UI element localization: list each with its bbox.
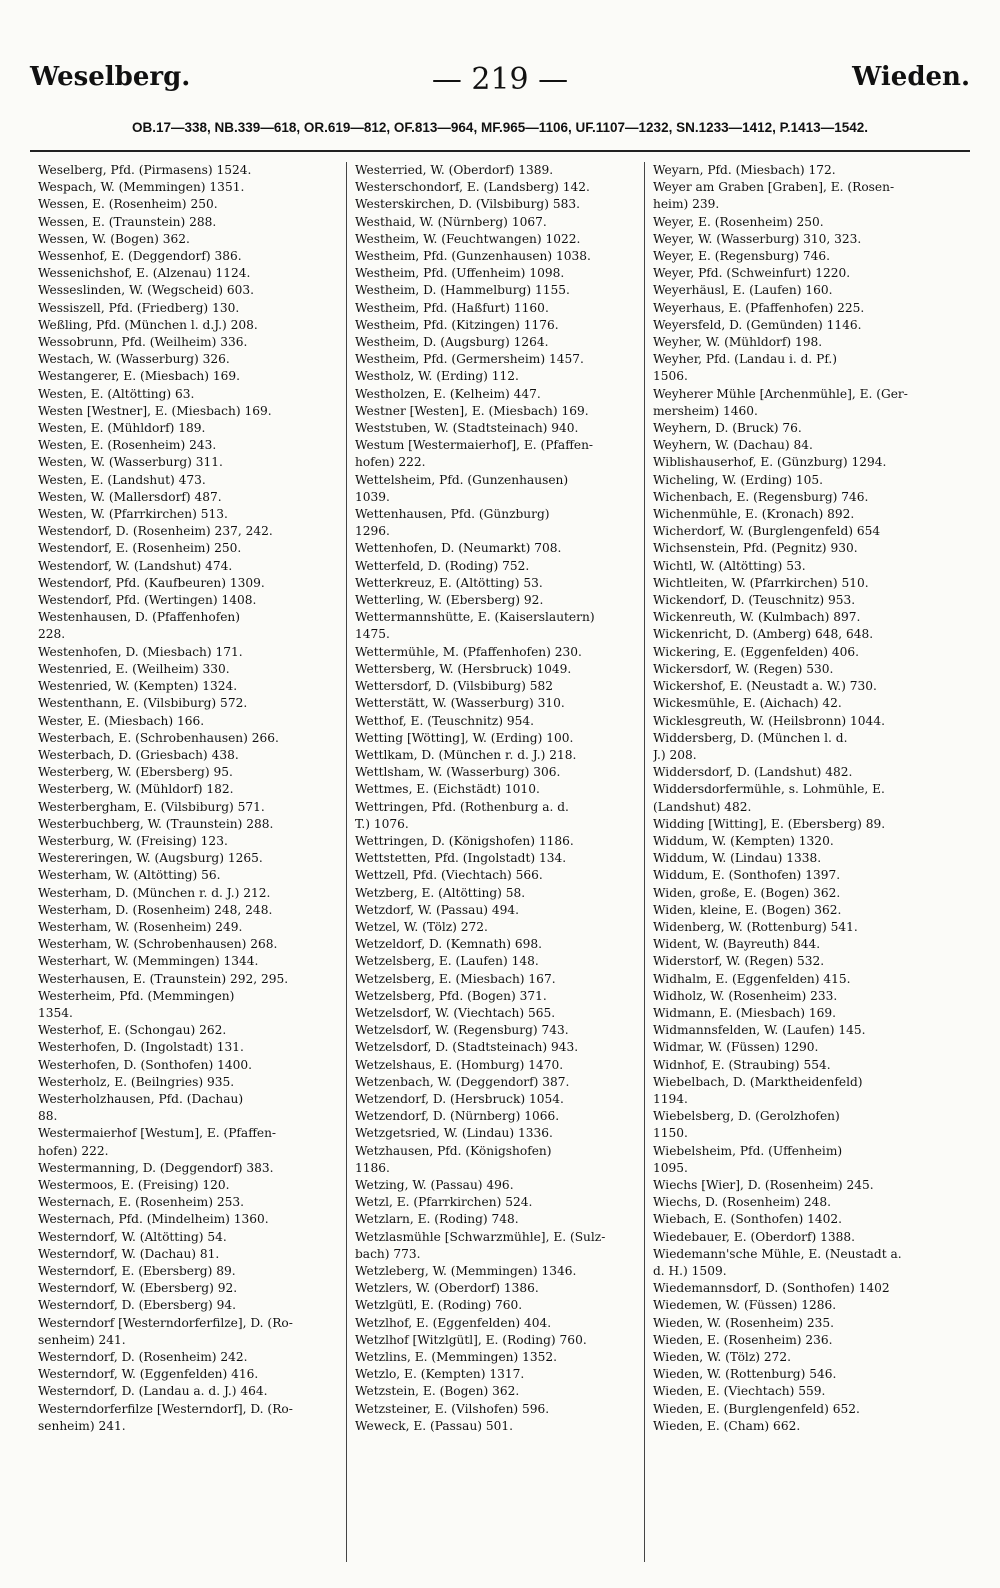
gazetteer-entry: Wettringen, D. (Königshofen) 1186.: [355, 833, 574, 848]
gazetteer-entry: Westerndorf, W. (Dachau) 81.: [38, 1246, 220, 1261]
gazetteer-entry: hofen) 222.: [355, 455, 426, 470]
gazetteer-entry: Widdum, E. (Sonthofen) 1397.: [653, 868, 841, 883]
gazetteer-entry: Wettersdorf, D. (Vilsbiburg) 582: [355, 679, 553, 694]
gazetteer-entry: Westerndorf, W. (Eggenfelden) 416.: [38, 1367, 259, 1382]
gazetteer-entry: Wespach, W. (Memmingen) 1351.: [38, 180, 245, 195]
gazetteer-entry: Weyhern, W. (Dachau) 84.: [653, 438, 813, 453]
gazetteer-entry: Weyher, Pfd. (Landau i. d. Pf.): [653, 352, 838, 367]
gazetteer-entry: Wieden, E. (Cham) 662.: [653, 1418, 801, 1433]
gazetteer-entry: Wetzelsdorf, W. (Regensburg) 743.: [355, 1023, 569, 1038]
district-index-line: OB.17—338, NB.339—618, OR.619—812, OF.813—964, MF.965—1106, UF.1107—1232, SN.1233—1412, P.1413—1542.: [132, 120, 868, 135]
gazetteer-entry: Westerholzhausen, Pfd. (Dachau): [38, 1091, 244, 1106]
gazetteer-entry: Wetzel, W. (Tölz) 272.: [355, 919, 488, 934]
gazetteer-entry: Wichtleiten, W. (Pfarrkirchen) 510.: [653, 575, 869, 590]
gazetteer-entry: Wichsenstein, Pfd. (Pegnitz) 930.: [653, 541, 858, 556]
gazetteer-entry: Westerham, D. (München r. d. J.) 212.: [38, 885, 271, 900]
gazetteer-entry: J.) 208.: [653, 747, 697, 762]
gazetteer-entry: 1506.: [653, 369, 688, 384]
gazetteer-entry: Wessen, E. (Rosenheim) 250.: [38, 197, 218, 212]
gazetteer-entry: Wetzelsdorf, D. (Stadtsteinach) 943.: [355, 1040, 579, 1055]
gazetteer-entry: Wieden, E. (Burglengenfeld) 652.: [653, 1401, 860, 1416]
gazetteer-entry: Wieden, E. (Viechtach) 559.: [653, 1384, 826, 1399]
gazetteer-entry: Wetzendorf, D. (Hersbruck) 1054.: [355, 1091, 564, 1106]
gazetteer-entry: Wettmes, E. (Eichstädt) 1010.: [355, 782, 540, 797]
gazetteer-entry: Westerhausen, E. (Traunstein) 292, 295.: [38, 971, 289, 986]
gazetteer-entry: Wetzberg, E. (Altötting) 58.: [355, 885, 526, 900]
gazetteer-entry: Westerberg, W. (Ebersberg) 95.: [38, 765, 233, 780]
gazetteer-entry: Wetzgetsried, W. (Lindau) 1336.: [355, 1126, 553, 1141]
gazetteer-entry: Wettenhofen, D. (Neumarkt) 708.: [355, 541, 562, 556]
gazetteer-entry: Wester, E. (Miesbach) 166.: [38, 713, 205, 728]
gazetteer-entry: Wiebelsberg, D. (Gerolzhofen): [653, 1109, 840, 1124]
gazetteer-entry: Westerndorf, D. (Rosenheim) 242.: [38, 1350, 248, 1365]
gazetteer-entry: Wetzleberg, W. (Memmingen) 1346.: [355, 1264, 577, 1278]
gazetteer-entry: Westheim, Pfd. (Kitzingen) 1176.: [355, 317, 559, 332]
gazetteer-entry: Westerbuchberg, W. (Traunstein) 288.: [38, 816, 274, 831]
header-rule: [30, 150, 970, 152]
gazetteer-entry: Westheim, W. (Feuchtwangen) 1022.: [355, 231, 581, 246]
gazetteer-entry: Westerheim, Pfd. (Memmingen): [38, 988, 235, 1003]
gazetteer-entry: Wetzdorf, W. (Passau) 494.: [355, 902, 520, 917]
gazetteer-entry: Westerndorf, W. (Ebersberg) 92.: [38, 1281, 238, 1296]
gazetteer-entry: Wettelsheim, Pfd. (Gunzenhausen): [355, 472, 569, 487]
gazetteer-entry: Wieden, W. (Rottenburg) 546.: [653, 1367, 837, 1382]
gazetteer-entry: Wickershof, E. (Neustadt a. W.) 730.: [653, 679, 877, 694]
gazetteer-entry: Wiedebauer, E. (Oberdorf) 1388.: [653, 1229, 856, 1244]
gazetteer-entry: Wicherdorf, W. (Burglengenfeld) 654: [653, 524, 881, 539]
gazetteer-entry: Widdersdorfermühle, s. Lohmühle, E.: [653, 782, 885, 797]
gazetteer-entry: Widdersberg, D. (München l. d.: [653, 730, 848, 745]
gazetteer-entry: Westner [Westen], E. (Miesbach) 169.: [355, 403, 589, 418]
gazetteer-entry: Westheim, D. (Augsburg) 1264.: [355, 335, 549, 350]
running-head-left: Weselberg.: [30, 62, 191, 92]
gazetteer-entry: Wiebelsheim, Pfd. (Uffenheim): [653, 1143, 843, 1158]
gazetteer-entry: Wieden, W. (Rosenheim) 235.: [653, 1315, 835, 1330]
gazetteer-entry: Wetzelsberg, E. (Laufen) 148.: [355, 954, 539, 969]
gazetteer-entry: Westen, E. (Mühldorf) 189.: [38, 421, 206, 436]
gazetteer-entry: Wickendorf, D. (Teuschnitz) 953.: [653, 593, 856, 608]
column-3: [644, 162, 960, 1562]
gazetteer-entry: Westheim, Pfd. (Gunzenhausen) 1038.: [355, 249, 591, 264]
gazetteer-entry: Westerholz, E. (Beilngries) 935.: [38, 1074, 235, 1089]
gazetteer-entry: Wessenhof, E. (Deggendorf) 386.: [38, 249, 242, 264]
gazetteer-entry: Wiedemannsdorf, D. (Sonthofen) 1402: [653, 1281, 890, 1296]
gazetteer-entry: 88.: [38, 1109, 58, 1124]
gazetteer-entry: Wetterling, W. (Ebersberg) 92.: [355, 593, 544, 608]
gazetteer-entry: Westenhausen, D. (Pfaffenhofen): [38, 610, 241, 625]
gazetteer-entry: 1039.: [355, 489, 390, 504]
gazetteer-entry: Westermaierhof [Westum], E. (Pfaffen-: [38, 1126, 277, 1141]
gazetteer-entry: Westerbach, D. (Griesbach) 438.: [38, 747, 239, 762]
gazetteer-entry: 1194.: [653, 1091, 688, 1106]
gazetteer-entry: Westerndorferfilze [Westerndorf], D. (Ro-: [38, 1401, 293, 1416]
gazetteer-entry: Westerndorf, W. (Altötting) 54.: [38, 1229, 227, 1244]
gazetteer-entry: Wetzstein, E. (Bogen) 362.: [355, 1384, 520, 1399]
gazetteer-entry: d. H.) 1509.: [653, 1264, 727, 1278]
gazetteer-entry: heim) 239.: [653, 197, 720, 212]
gazetteer-entry: Westen, W. (Wasserburg) 311.: [38, 455, 223, 470]
gazetteer-entry: Westerskirchen, D. (Vilsbiburg) 583.: [355, 197, 581, 212]
gazetteer-entry: Westerhof, E. (Schongau) 262.: [38, 1023, 227, 1038]
gazetteer-entry: Westernach, E. (Rosenheim) 253.: [38, 1195, 244, 1210]
gazetteer-entry: Widerstorf, W. (Regen) 532.: [653, 954, 825, 969]
gazetteer-entry: Westereringen, W. (Augsburg) 1265.: [38, 851, 263, 866]
gazetteer-entry: Widen, kleine, E. (Bogen) 362.: [653, 902, 842, 917]
gazetteer-entry: Widdum, W. (Lindau) 1338.: [653, 851, 822, 866]
gazetteer-entry: Wickenricht, D. (Amberg) 648, 648.: [653, 627, 874, 642]
gazetteer-entry: 1095.: [653, 1160, 688, 1175]
gazetteer-entry: Westheim, D. (Hammelburg) 1155.: [355, 283, 570, 298]
gazetteer-entry: Wettlsham, W. (Wasserburg) 306.: [355, 765, 561, 780]
gazetteer-entry: Westerham, W. (Altötting) 56.: [38, 868, 221, 883]
gazetteer-entry: Westen [Westner], E. (Miesbach) 169.: [38, 403, 272, 418]
gazetteer-entry: Wessen, E. (Traunstein) 288.: [38, 214, 217, 229]
gazetteer-entry: Westenried, E. (Weilheim) 330.: [38, 661, 230, 676]
gazetteer-entry: Wetzlins, E. (Memmingen) 1352.: [355, 1350, 558, 1365]
gazetteer-entry: Wiechs, D. (Rosenheim) 248.: [653, 1195, 832, 1210]
gazetteer-entry: 1354.: [38, 1005, 73, 1020]
gazetteer-entry: Westerndorf [Westerndorferfilze], D. (Ro-: [38, 1315, 293, 1330]
gazetteer-entry: Westen, W. (Mallersdorf) 487.: [38, 489, 222, 504]
gazetteer-entry: hofen) 222.: [38, 1143, 109, 1158]
gazetteer-entry: Wetzing, W. (Passau) 496.: [355, 1177, 514, 1192]
gazetteer-entry: Widding [Witting], E. (Ebersberg) 89.: [653, 816, 886, 831]
gazetteer-entry: Wettersberg, W. (Hersbruck) 1049.: [355, 661, 572, 676]
gazetteer-entry: Weyer, W. (Wasserburg) 310, 323.: [653, 231, 862, 246]
gazetteer-entry: Wetzsteiner, E. (Vilshofen) 596.: [355, 1401, 550, 1416]
gazetteer-entry: 1150.: [653, 1126, 688, 1141]
gazetteer-entry: Westenried, W. (Kempten) 1324.: [38, 679, 238, 694]
gazetteer-entry: Wetzenbach, W. (Deggendorf) 387.: [355, 1074, 570, 1089]
gazetteer-entry: Westendorf, E. (Rosenheim) 250.: [38, 541, 242, 556]
page-header: [30, 62, 970, 108]
gazetteer-entry: Westach, W. (Wasserburg) 326.: [38, 352, 230, 367]
gazetteer-entry: Westermoos, E. (Freising) 120.: [38, 1177, 230, 1192]
gazetteer-entry: T.) 1076.: [355, 816, 409, 831]
gazetteer-entry: Westerried, W. (Oberdorf) 1389.: [355, 163, 554, 177]
gazetteer-entry: Westangerer, E. (Miesbach) 169.: [38, 369, 241, 384]
gazetteer-entry: Widmann, E. (Miesbach) 169.: [653, 1005, 837, 1020]
gazetteer-entry: Westerndorf, D. (Landau a. d. J.) 464.: [38, 1384, 268, 1399]
gazetteer-entry: Wetzlers, W. (Oberdorf) 1386.: [355, 1281, 539, 1296]
gazetteer-entry: Wettlkam, D. (München r. d. J.) 218.: [355, 747, 577, 762]
gazetteer-entry: Westerbach, E. (Schrobenhausen) 266.: [38, 730, 279, 745]
gazetteer-entry: Westen, W. (Pfarrkirchen) 513.: [38, 507, 228, 522]
gazetteer-entry: Westendorf, D. (Rosenheim) 237, 242.: [38, 524, 273, 539]
gazetteer-entry: Weyer, E. (Regensburg) 746.: [653, 249, 831, 264]
gazetteer-entry: Wessiszell, Pfd. (Friedberg) 130.: [38, 300, 240, 315]
gazetteer-entry: Westum [Westermaierhof], E. (Pfaffen-: [355, 438, 594, 453]
gazetteer-entry: Westerham, W. (Schrobenhausen) 268.: [38, 937, 278, 952]
gazetteer-entry: Weyer am Graben [Graben], E. (Rosen-: [653, 180, 895, 195]
gazetteer-entry: Widmar, W. (Füssen) 1290.: [653, 1040, 819, 1055]
gazetteer-entry: Westerhofen, D. (Sonthofen) 1400.: [38, 1057, 252, 1072]
gazetteer-entry: Wetzeldorf, D. (Kemnath) 698.: [355, 937, 542, 952]
gazetteer-entry: Weststuben, W. (Stadtsteinach) 940.: [355, 421, 579, 436]
gazetteer-entry: Wieden, W. (Tölz) 272.: [653, 1350, 792, 1365]
gazetteer-entry: Westerburg, W. (Freising) 123.: [38, 833, 228, 848]
gazetteer-entry: Widhalm, E. (Eggenfelden) 415.: [653, 971, 851, 986]
gazetteer-entry: Wesseslinden, W. (Wegscheid) 603.: [38, 283, 255, 298]
gazetteer-entry: Wetzlo, E. (Kempten) 1317.: [355, 1367, 525, 1382]
gazetteer-entry: Westerham, W. (Rosenheim) 249.: [38, 919, 243, 934]
gazetteer-entry: Wettermannshütte, E. (Kaiserslautern): [355, 610, 595, 625]
gazetteer-entry: Westendorf, Pfd. (Kaufbeuren) 1309.: [38, 575, 265, 590]
gazetteer-entry: Westen, E. (Altötting) 63.: [38, 386, 195, 401]
gazetteer-entry: Wetzlhof, E. (Eggenfelden) 404.: [355, 1315, 552, 1330]
gazetteer-entry: Wessenichshof, E. (Alzenau) 1124.: [38, 266, 251, 281]
gazetteer-entry: 1475.: [355, 627, 390, 642]
gazetteer-entry: 1296.: [355, 524, 390, 539]
gazetteer-entry: Westernach, Pfd. (Mindelheim) 1360.: [38, 1212, 269, 1227]
gazetteer-entry: Wessen, W. (Bogen) 362.: [38, 231, 190, 246]
gazetteer-entry: Wettringen, Pfd. (Rothenburg a. d.: [355, 799, 569, 814]
gazetteer-entry: Wetting [Wötting], W. (Erding) 100.: [355, 730, 574, 745]
gazetteer-entry: Wetterstätt, W. (Wasserburg) 310.: [355, 696, 565, 711]
gazetteer-entry: Westheim, Pfd. (Germersheim) 1457.: [355, 352, 584, 367]
gazetteer-entry: Westheim, Pfd. (Uffenheim) 1098.: [355, 266, 565, 281]
gazetteer-entry: 228.: [38, 627, 66, 642]
gazetteer-entry: Westholzen, E. (Kelheim) 447.: [355, 386, 541, 401]
gazetteer-entry: Widdum, W. (Kempten) 1320.: [653, 833, 834, 848]
gazetteer-entry: Wetzlhof [Witzlgütl], E. (Roding) 760.: [355, 1332, 587, 1347]
gazetteer-entry: Weyher, W. (Mühldorf) 198.: [653, 335, 823, 350]
running-head-right: Wieden.: [852, 62, 970, 92]
gazetteer-entry: Wicklesgreuth, W. (Heilsbronn) 1044.: [653, 713, 885, 728]
gazetteer-entry: Weyherer Mühle [Archenmühle], E. (Ger-: [653, 386, 908, 401]
gazetteer-columns: [38, 162, 960, 1562]
gazetteer-entry: Widholz, W. (Rosenheim) 233.: [653, 988, 838, 1003]
gazetteer-entry: Wieden, E. (Rosenheim) 236.: [653, 1332, 833, 1347]
gazetteer-entry: Westerberg, W. (Mühldorf) 182.: [38, 782, 234, 797]
gazetteer-entry: Westenthann, E. (Vilsbiburg) 572.: [38, 696, 248, 711]
gazetteer-entry: Wiedemen, W. (Füssen) 1286.: [653, 1298, 837, 1313]
gazetteer-entry: Wetterfeld, D. (Roding) 752.: [355, 558, 530, 573]
gazetteer-entry: senheim) 241.: [38, 1332, 126, 1347]
gazetteer-entry: Widmannsfelden, W. (Laufen) 145.: [653, 1023, 866, 1038]
gazetteer-entry: Wetzlarn, E. (Roding) 748.: [355, 1212, 519, 1227]
column-2: [346, 162, 642, 1562]
gazetteer-entry: Wettenhausen, Pfd. (Günzburg): [355, 507, 550, 522]
gazetteer-entry: Wetterkreuz, E. (Altötting) 53.: [355, 575, 543, 590]
gazetteer-entry: Wetzelsberg, Pfd. (Bogen) 371.: [355, 988, 547, 1003]
gazetteer-entry: Weyerhaus, E. (Pfaffenhofen) 225.: [653, 300, 865, 315]
gazetteer-entry: Wiedemann'sche Mühle, E. (Neustadt a.: [653, 1246, 902, 1261]
gazetteer-entry: Wetzlgütl, E. (Roding) 760.: [355, 1298, 523, 1313]
gazetteer-entry: Wickering, E. (Eggenfelden) 406.: [653, 644, 859, 659]
gazetteer-entry: Widenberg, W. (Rottenburg) 541.: [653, 919, 858, 934]
gazetteer-entry: Weyersfeld, D. (Gemünden) 1146.: [653, 317, 862, 332]
gazetteer-entry: Wichtl, W. (Altötting) 53.: [653, 558, 806, 573]
gazetteer-entry: Wichenmühle, E. (Kronach) 892.: [653, 507, 855, 522]
gazetteer-entry: bach) 773.: [355, 1246, 421, 1261]
gazetteer-entry: Wiebelbach, D. (Marktheidenfeld): [653, 1074, 863, 1089]
gazetteer-entry: Westerndorf, E. (Ebersberg) 89.: [38, 1264, 236, 1278]
gazetteer-entry: Wetzendorf, D. (Nürnberg) 1066.: [355, 1109, 560, 1124]
gazetteer-entry: Wetthof, E. (Teuschnitz) 954.: [355, 713, 534, 728]
gazetteer-entry: Westerhart, W. (Memmingen) 1344.: [38, 954, 259, 969]
gazetteer-entry: Weyarn, Pfd. (Miesbach) 172.: [653, 163, 836, 177]
gazetteer-entry: Westermanning, D. (Deggendorf) 383.: [38, 1160, 274, 1175]
gazetteer-entry: Westhaid, W. (Nürnberg) 1067.: [355, 214, 547, 229]
gazetteer-entry: Weyerhäusl, E. (Laufen) 160.: [653, 283, 833, 298]
gazetteer-entry: 1186.: [355, 1160, 390, 1175]
gazetteer-entry: Wiechs [Wier], D. (Rosenheim) 245.: [653, 1177, 874, 1192]
gazetteer-entry: Westendorf, Pfd. (Wertingen) 1408.: [38, 593, 257, 608]
gazetteer-entry: Westen, E. (Rosenheim) 243.: [38, 438, 217, 453]
gazetteer-entry: Westholz, W. (Erding) 112.: [355, 369, 519, 384]
gazetteer-entry: Wetzhausen, Pfd. (Königshofen): [355, 1143, 552, 1158]
gazetteer-entry: Wiblishauserhof, E. (Günzburg) 1294.: [653, 455, 887, 470]
gazetteer-entry: mersheim) 1460.: [653, 403, 758, 418]
gazetteer-entry: Wetzelsberg, E. (Miesbach) 167.: [355, 971, 556, 986]
gazetteer-entry: Weßling, Pfd. (München l. d.J.) 208.: [38, 317, 258, 332]
gazetteer-entry: Wetzl, E. (Pfarrkirchen) 524.: [355, 1195, 533, 1210]
gazetteer-entry: Wickersdorf, W. (Regen) 530.: [653, 661, 834, 676]
gazetteer-entry: Wetzlasmühle [Schwarzmühle], E. (Sulz-: [355, 1229, 606, 1244]
gazetteer-entry: Westheim, Pfd. (Haßfurt) 1160.: [355, 300, 549, 315]
column-1: [38, 162, 333, 1562]
gazetteer-entry: Westerbergham, E. (Vilsbiburg) 571.: [38, 799, 265, 814]
gazetteer-entry: Wichenbach, E. (Regensburg) 746.: [653, 489, 869, 504]
gazetteer-entry: Wettstetten, Pfd. (Ingolstadt) 134.: [355, 851, 567, 866]
gazetteer-entry: Westerschondorf, E. (Landsberg) 142.: [355, 180, 590, 195]
gazetteer-entry: Wessobrunn, Pfd. (Weilheim) 336.: [38, 335, 248, 350]
gazetteer-entry: Wetzelshaus, E. (Homburg) 1470.: [355, 1057, 564, 1072]
gazetteer-entry: Wetzelsdorf, W. (Viechtach) 565.: [355, 1005, 556, 1020]
gazetteer-entry: Weyer, Pfd. (Schweinfurt) 1220.: [653, 266, 851, 281]
page-number: — 219 —: [431, 62, 569, 97]
gazetteer-entry: Westen, E. (Landshut) 473.: [38, 472, 206, 487]
gazetteer-entry: Wiebach, E. (Sonthofen) 1402.: [653, 1212, 843, 1227]
gazetteer-entry: Wickesmühle, E. (Aichach) 42.: [653, 696, 842, 711]
gazetteer-entry: Wickenreuth, W. (Kulmbach) 897.: [653, 610, 861, 625]
gazetteer-entry: Weweck, E. (Passau) 501.: [355, 1418, 514, 1433]
gazetteer-entry: Widnhof, E. (Straubing) 554.: [653, 1057, 831, 1072]
gazetteer-entry: Wident, W. (Bayreuth) 844.: [653, 937, 821, 952]
gazetteer-entry: Wicheling, W. (Erding) 105.: [653, 472, 824, 487]
gazetteer-entry: Widdersdorf, D. (Landshut) 482.: [653, 765, 853, 780]
gazetteer-entry: Wettzell, Pfd. (Viechtach) 566.: [355, 868, 543, 883]
gazetteer-entry: Weselberg, Pfd. (Pirmasens) 1524.: [38, 163, 252, 177]
gazetteer-entry: Westendorf, W. (Landshut) 474.: [38, 558, 233, 573]
gazetteer-entry: senheim) 241.: [38, 1418, 126, 1433]
gazetteer-entry: Weyer, E. (Rosenheim) 250.: [653, 214, 824, 229]
gazetteer-entry: Westerham, D. (Rosenheim) 248, 248.: [38, 902, 273, 917]
gazetteer-entry: (Landshut) 482.: [653, 799, 752, 814]
gazetteer-entry: Widen, große, E. (Bogen) 362.: [653, 885, 841, 900]
gazetteer-entry: Westerhofen, D. (Ingolstadt) 131.: [38, 1040, 244, 1055]
gazetteer-entry: Westenhofen, D. (Miesbach) 171.: [38, 644, 243, 659]
gazetteer-entry: Weyhern, D. (Bruck) 76.: [653, 421, 802, 436]
gazetteer-entry: Westerndorf, D. (Ebersberg) 94.: [38, 1298, 237, 1313]
gazetteer-entry: Wettermühle, M. (Pfaffenhofen) 230.: [355, 644, 582, 659]
